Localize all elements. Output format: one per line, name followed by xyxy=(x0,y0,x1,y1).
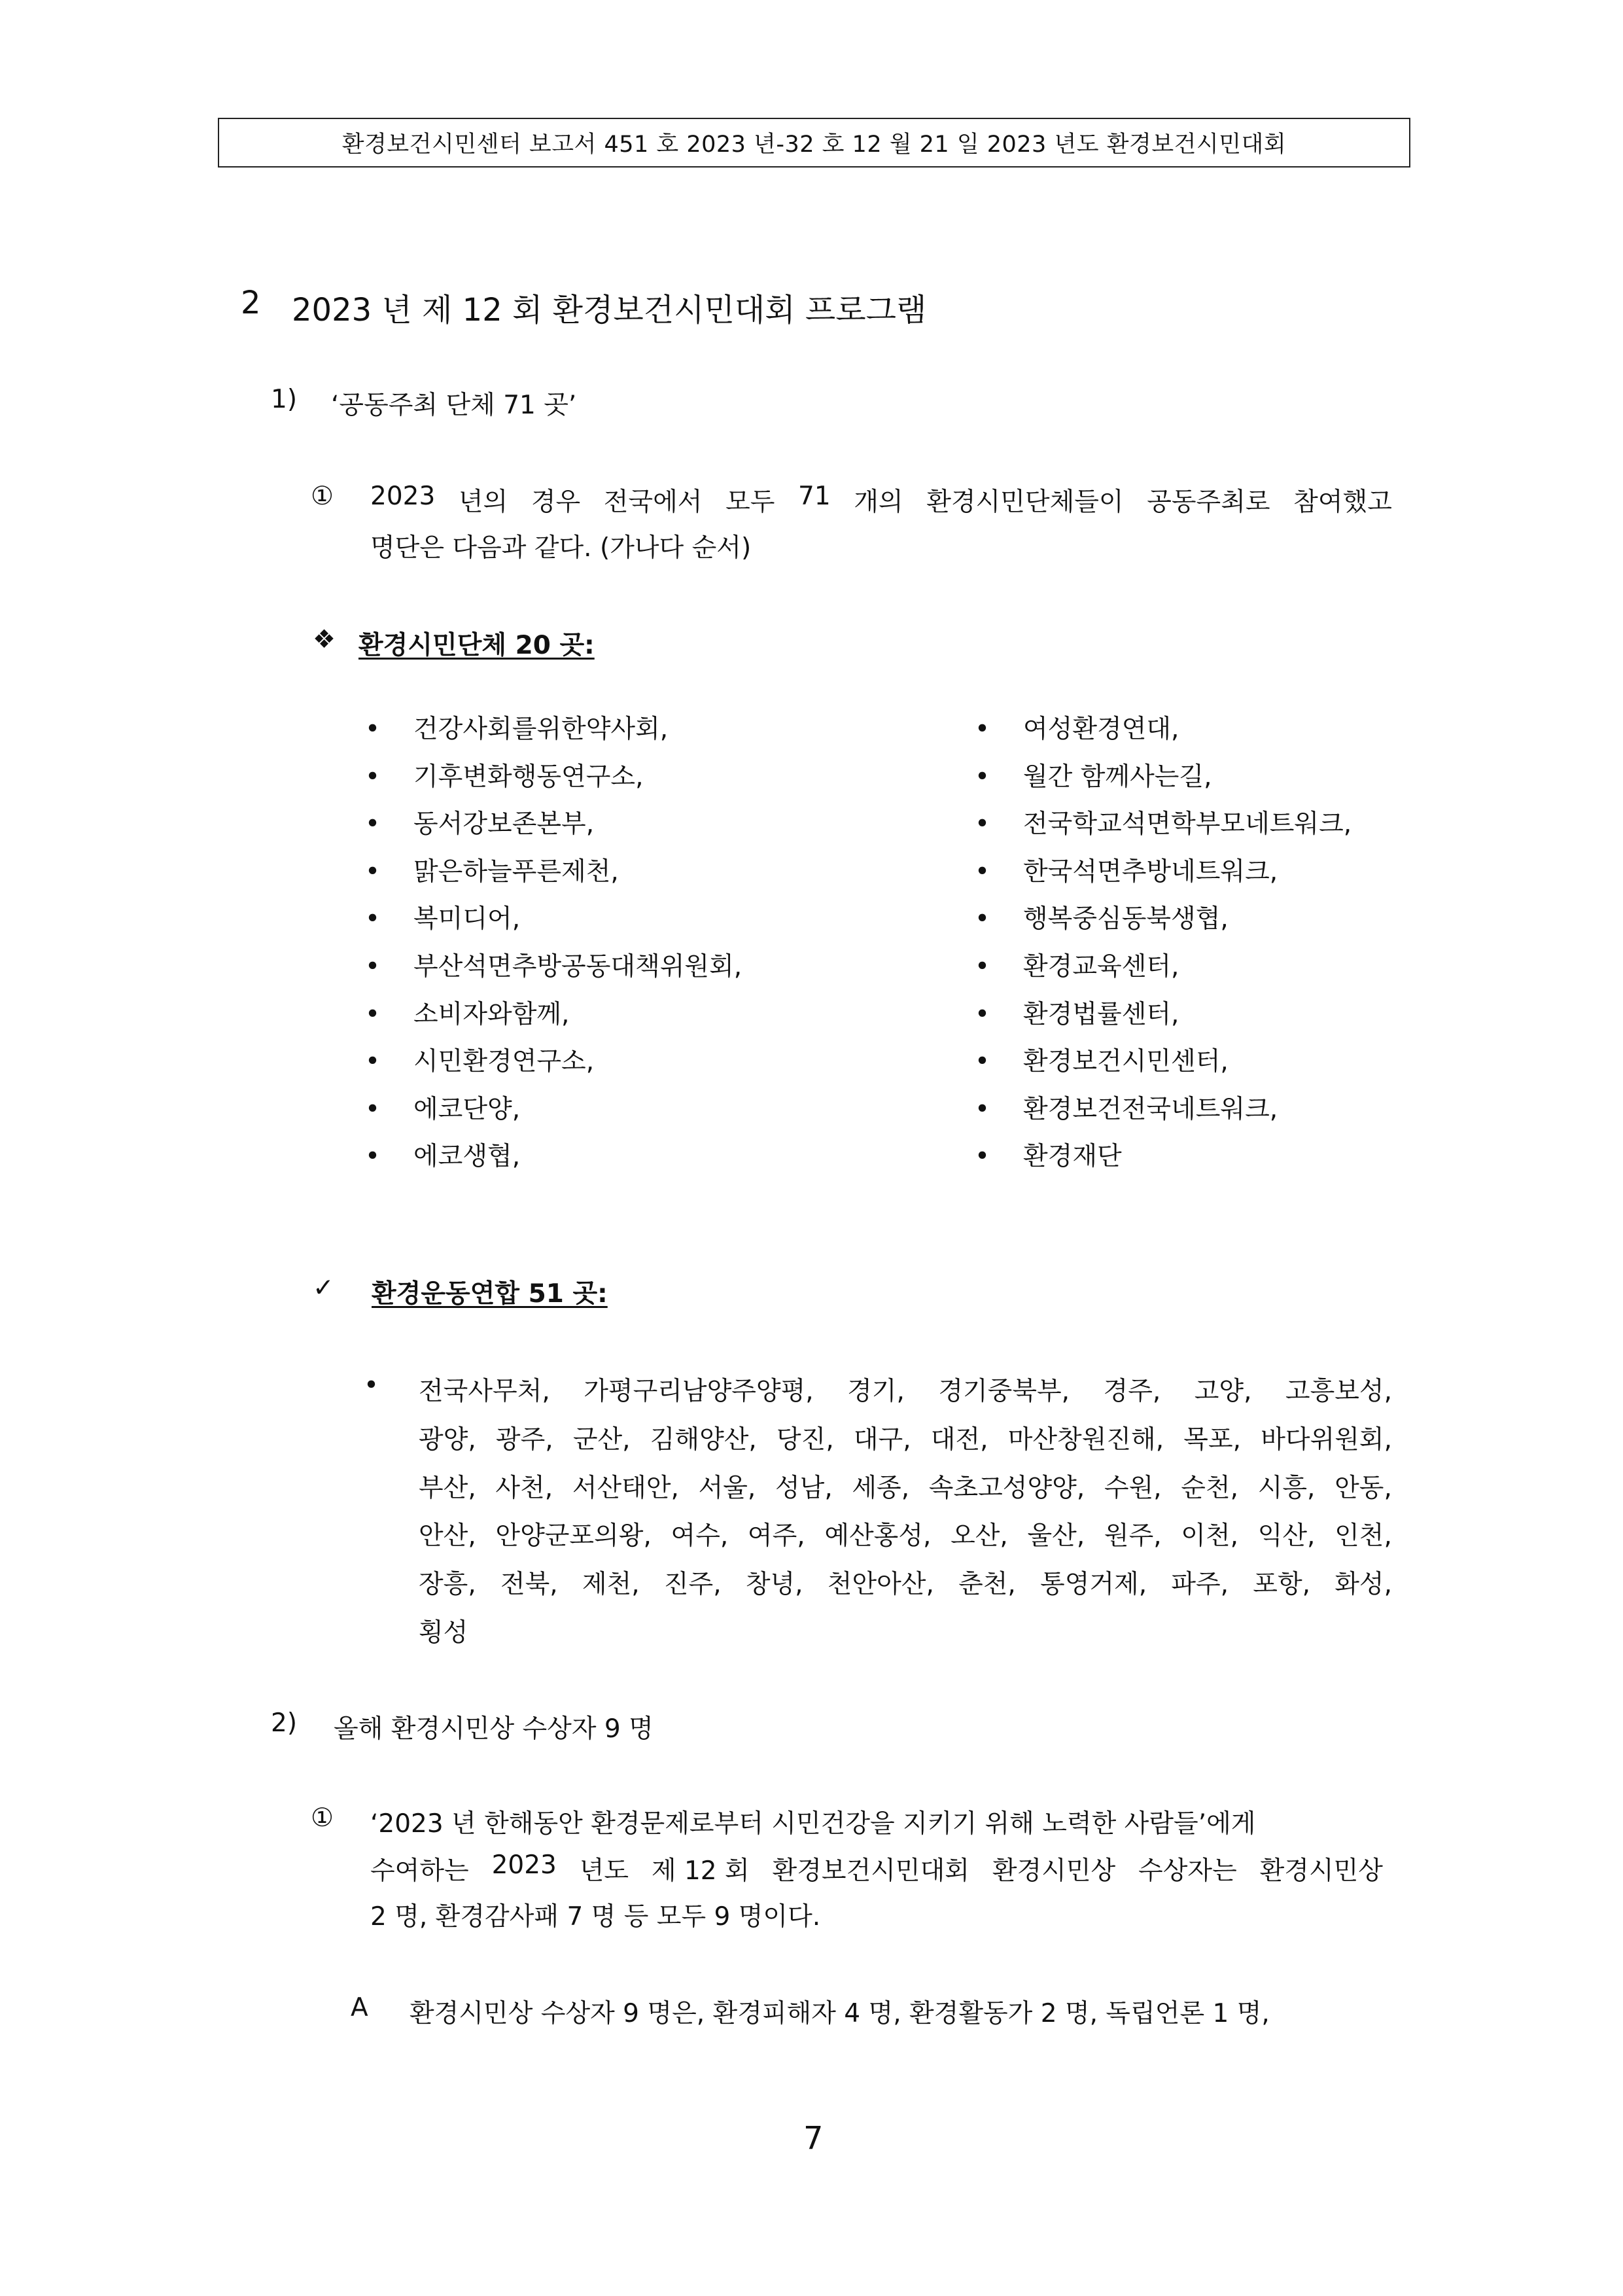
word: 여수, xyxy=(671,1521,729,1551)
list-item xyxy=(365,856,928,904)
word: 대구, xyxy=(853,1424,911,1455)
word: 순천, xyxy=(1181,1473,1239,1503)
bullet-icon: • xyxy=(365,1047,381,1077)
bullet-icon: • xyxy=(365,1142,381,1172)
word: 화성, xyxy=(1335,1570,1392,1600)
word: 인천, xyxy=(1335,1521,1392,1551)
bullet-icon: • xyxy=(975,904,990,934)
item1-paragraph-line2: 명단은 다음과 같다. (가나다 순서) xyxy=(370,533,752,563)
word: 시흥, xyxy=(1257,1473,1316,1503)
civic-groups-heading: 환경시민단체 20 곳: xyxy=(358,631,595,660)
item1-title: ‘공동주최 단체 71 곳’ xyxy=(331,391,577,420)
kfem-groups-heading: 환경운동연합 51 곳: xyxy=(372,1279,608,1309)
bullet-icon: • xyxy=(365,1094,381,1124)
bullet-icon: • xyxy=(365,999,381,1029)
list-item xyxy=(975,951,1433,998)
word: 성남, xyxy=(775,1473,833,1503)
word: 제천, xyxy=(582,1570,640,1600)
word: 파주, xyxy=(1171,1570,1229,1600)
list-item-label: 여성환경연대, xyxy=(1023,715,1179,744)
word: 울산, xyxy=(1027,1521,1085,1551)
word: 진주, xyxy=(663,1570,722,1600)
list-item xyxy=(365,951,928,998)
bullet-icon: • xyxy=(975,1142,990,1172)
word: 가평구리남양주양평, xyxy=(584,1377,814,1406)
word: 제 12 회 xyxy=(651,1856,750,1886)
list-item-label: 기후변화행동연구소, xyxy=(413,762,644,792)
list-item-label: 부산석면추방공동대책위원회, xyxy=(413,951,742,981)
item1-paragraph-line1 xyxy=(370,482,1392,518)
list-item-label: 환경재단 xyxy=(1023,1142,1122,1172)
word: 바다위원회, xyxy=(1261,1424,1392,1455)
word: 서울, xyxy=(698,1473,756,1503)
section-number: 2 xyxy=(241,285,261,321)
list-item-label: 환경법률센터, xyxy=(1023,999,1179,1029)
word: 안양군포의왕, xyxy=(495,1521,652,1551)
bullet-icon: • xyxy=(975,715,990,744)
bullet-icon: • xyxy=(365,762,381,792)
word: 오산, xyxy=(951,1521,1008,1551)
word: 당진, xyxy=(776,1424,834,1455)
bullet-icon: • xyxy=(975,1047,990,1077)
list-item xyxy=(975,1140,1433,1188)
kfem-line xyxy=(419,1468,1392,1504)
word: 수여하는 xyxy=(370,1856,469,1886)
word: 수원, xyxy=(1104,1473,1162,1503)
item2-sub-line: 환경시민상 수상자 9 명은, 환경피해자 4 명, 환경활동가 2 명, 독립언론 1 명, xyxy=(410,1999,1270,2028)
bullet-icon: • xyxy=(365,857,381,887)
word: 원주, xyxy=(1104,1521,1162,1551)
item2-circle-marker: ① xyxy=(311,1803,334,1833)
word: 경기중북부, xyxy=(938,1377,1070,1406)
bullet-icon: • xyxy=(365,904,381,934)
word: 공동주최로 xyxy=(1147,487,1270,517)
checkmark-icon: ✓ xyxy=(313,1273,334,1303)
word: 환경시민상 xyxy=(1259,1856,1383,1886)
kfem-line xyxy=(419,1515,1392,1552)
list-item-label: 시민환경연구소, xyxy=(413,1047,595,1077)
word: 대전, xyxy=(930,1424,988,1455)
word: 장흥, xyxy=(419,1570,476,1600)
list-item-label: 한국석면추방네트워크, xyxy=(1023,857,1278,887)
kfem-line xyxy=(419,1419,1392,1456)
item2-sub-marker: A xyxy=(351,1993,368,2022)
list-item xyxy=(365,713,928,761)
list-item-label: 맑은하늘푸른제천, xyxy=(413,857,619,887)
list-item-label: 소비자와함께, xyxy=(413,999,570,1029)
list-item xyxy=(975,1093,1433,1141)
word: 전국에서 xyxy=(603,487,703,517)
word: 서산태안, xyxy=(572,1473,679,1503)
kfem-line xyxy=(419,1564,1392,1600)
word: 경우 xyxy=(531,487,581,517)
list-item xyxy=(365,1093,928,1141)
list-item xyxy=(365,1140,928,1188)
bullet-icon: • xyxy=(365,809,381,839)
word: 전북, xyxy=(500,1570,558,1600)
list-item-label: 전국학교석면학부모네트워크, xyxy=(1023,809,1352,839)
word: 군산, xyxy=(572,1424,631,1455)
word: 통영거제, xyxy=(1040,1570,1147,1600)
list-item xyxy=(975,998,1433,1046)
item2-paragraph-line2 xyxy=(370,1850,1383,1887)
word: 목포, xyxy=(1183,1424,1242,1455)
page-number: 7 xyxy=(803,2120,824,2157)
kfem-bullet: • xyxy=(364,1371,379,1400)
word: 전국사무처, xyxy=(419,1377,550,1406)
list-item-label: 환경교육센터, xyxy=(1023,951,1179,981)
list-item xyxy=(975,761,1433,809)
word: 모두 xyxy=(725,487,775,517)
word: 환경시민상 xyxy=(992,1856,1116,1886)
word: 익산, xyxy=(1257,1521,1316,1551)
word: 경주, xyxy=(1103,1377,1161,1406)
list-item xyxy=(365,808,928,856)
diamond-bullet-icon: ❖ xyxy=(313,625,336,654)
list-item xyxy=(975,808,1433,856)
word: 고양, xyxy=(1194,1377,1252,1406)
kfem-last-line: 횡성 xyxy=(419,1618,468,1648)
list-item-label: 건강사회를위한약사회, xyxy=(413,715,669,744)
list-item-label: 환경보건전국네트워크, xyxy=(1023,1094,1278,1124)
word: 경기, xyxy=(847,1377,905,1406)
section-title: 2023 년 제 12 회 환경보건시민대회 프로그램 xyxy=(292,292,927,328)
list-item xyxy=(365,1046,928,1093)
word: 환경시민단체들이 xyxy=(926,487,1124,517)
list-item-label: 복미디어, xyxy=(413,904,521,934)
word: 환경보건시민대회 xyxy=(772,1856,969,1886)
word: 2023 xyxy=(370,482,436,511)
list-item-label: 에코생협, xyxy=(413,1142,521,1172)
report-header-text: 환경보건시민센터 보고서 451 호 2023 년-32 호 12 월 21 일 2023 년도 환경보건시민대회 xyxy=(341,132,1287,158)
word: 예산홍성, xyxy=(824,1521,932,1551)
word: 여주, xyxy=(747,1521,805,1551)
word: 안동, xyxy=(1335,1473,1392,1503)
bullet-icon: • xyxy=(975,999,990,1029)
word: 안산, xyxy=(419,1521,476,1551)
item2-title: 올해 환경시민상 수상자 9 명 xyxy=(334,1714,654,1744)
word: 참여했고 xyxy=(1293,487,1392,517)
word: 이천, xyxy=(1181,1521,1239,1551)
list-item xyxy=(975,856,1433,904)
list-item-label: 행복중심동북생협, xyxy=(1023,904,1229,934)
bullet-icon: • xyxy=(975,762,990,792)
list-item-label: 월간 함께사는길, xyxy=(1023,762,1212,792)
word: 춘천, xyxy=(958,1570,1016,1600)
bullet-icon: • xyxy=(975,809,990,839)
word: 세종, xyxy=(852,1473,910,1503)
list-item xyxy=(365,903,928,951)
list-item-label: 에코단양, xyxy=(413,1094,521,1124)
bullet-icon: • xyxy=(975,951,990,981)
word: 김해양산, xyxy=(650,1424,757,1455)
word: 71 xyxy=(798,482,831,511)
item2-marker: 2) xyxy=(271,1708,298,1738)
kfem-line xyxy=(419,1371,1392,1407)
list-item-label: 환경보건시민센터, xyxy=(1023,1047,1229,1077)
civic-groups-list-left xyxy=(365,713,928,1188)
word: 년도 xyxy=(579,1856,629,1886)
word: 부산, xyxy=(419,1473,476,1503)
word: 창녕, xyxy=(745,1570,803,1600)
word: 속초고성양양, xyxy=(928,1473,1085,1503)
word: 개의 xyxy=(854,487,903,517)
bullet-icon: • xyxy=(365,951,381,981)
word: 광주, xyxy=(495,1424,553,1455)
word: 년의 xyxy=(458,487,508,517)
word: 마산창원진해, xyxy=(1007,1424,1164,1455)
word: 포항, xyxy=(1253,1570,1311,1600)
list-item-label: 동서강보존본부, xyxy=(413,809,595,839)
word: 사천, xyxy=(495,1473,553,1503)
list-item xyxy=(975,1046,1433,1093)
word: 광양, xyxy=(419,1424,476,1455)
item1-circle-marker: ① xyxy=(311,482,334,511)
report-header xyxy=(218,118,1410,168)
item2-paragraph-line1: ‘2023 년 한해동안 환경문제로부터 시민건강을 지키기 위해 노력한 사람들’에게 xyxy=(370,1809,1256,1839)
civic-groups-list-right xyxy=(975,713,1433,1188)
list-item xyxy=(975,713,1433,761)
bullet-icon: • xyxy=(975,857,990,887)
item1-marker: 1) xyxy=(271,385,298,414)
list-item xyxy=(365,761,928,809)
list-item xyxy=(975,903,1433,951)
list-item xyxy=(365,998,928,1046)
word: 천안아산, xyxy=(827,1570,934,1600)
word: 2023 xyxy=(491,1850,557,1880)
word: 수상자는 xyxy=(1138,1856,1237,1886)
bullet-icon: • xyxy=(365,715,381,744)
bullet-icon: • xyxy=(975,1094,990,1124)
item2-paragraph-line3: 2 명, 환경감사패 7 명 등 모두 9 명이다. xyxy=(370,1902,821,1932)
word: 고흥보성, xyxy=(1285,1377,1392,1406)
